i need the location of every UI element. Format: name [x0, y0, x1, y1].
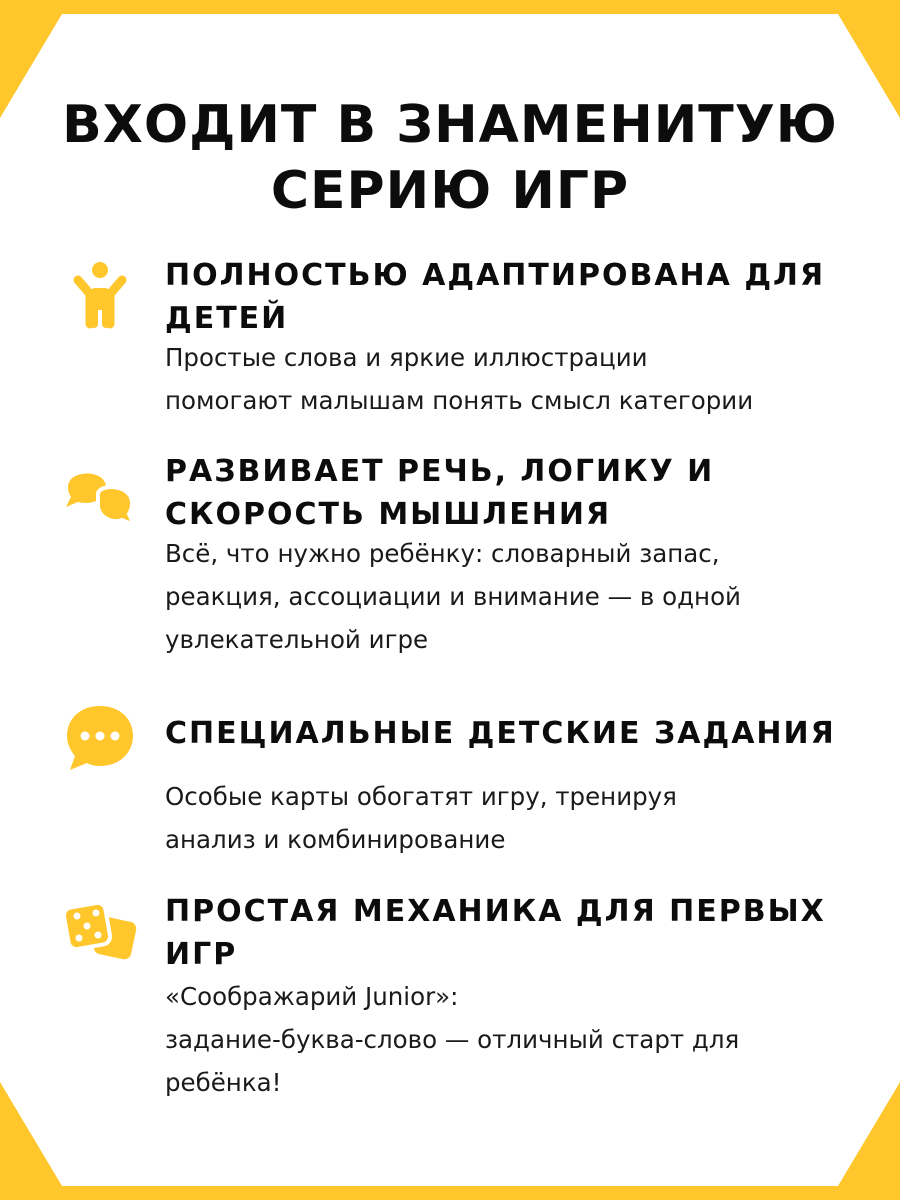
description-line: ребёнка! [165, 1068, 282, 1097]
dice-icon [60, 895, 140, 975]
feature-title: СПЕЦИАЛЬНЫЕ ДЕТСКИЕ ЗАДАНИЯ [165, 716, 836, 751]
feature-title: ПРОСТАЯ МЕХАНИКА ДЛЯ ПЕРВЫХ ИГР [165, 894, 826, 972]
feature-description [165, 336, 865, 422]
description-line: «Соображарий Junior»: [165, 982, 459, 1011]
description-line: анализ и комбинирование [165, 825, 506, 854]
description-line: увлекательной игре [165, 625, 429, 654]
title-line-2: СЕРИЮ ИГР [270, 161, 630, 221]
page-title [0, 92, 900, 224]
feature-description [165, 975, 865, 1104]
chat-bubbles-icon [60, 455, 140, 535]
description-line: помогают малышам понять смысл категории [165, 386, 754, 415]
description-line: задание-буква-слово — отличный старт для [165, 1025, 740, 1054]
feature-description [165, 775, 865, 861]
feature-description [165, 532, 865, 661]
child-icon [60, 258, 140, 338]
description-line: Простые слова и яркие иллюстрации [165, 343, 648, 372]
description-line: реакция, ассоциации и внимание — в одной [165, 582, 741, 611]
description-line: Особые карты обогатят игру, тренируя [165, 782, 677, 811]
feature-title: РАЗВИВАЕТ РЕЧЬ, ЛОГИКУ И СКОРОСТЬ МЫШЛЕНИЯ [165, 454, 715, 532]
description-line: Всё, что нужно ребёнку: словарный запас, [165, 539, 720, 568]
title-line-1: ВХОДИТ В ЗНАМЕНИТУЮ [62, 95, 838, 155]
feature-title: ПОЛНОСТЬЮ АДАПТИРОВАНА ДЛЯ ДЕТЕЙ [165, 258, 826, 336]
speech-dots-icon [60, 700, 140, 780]
